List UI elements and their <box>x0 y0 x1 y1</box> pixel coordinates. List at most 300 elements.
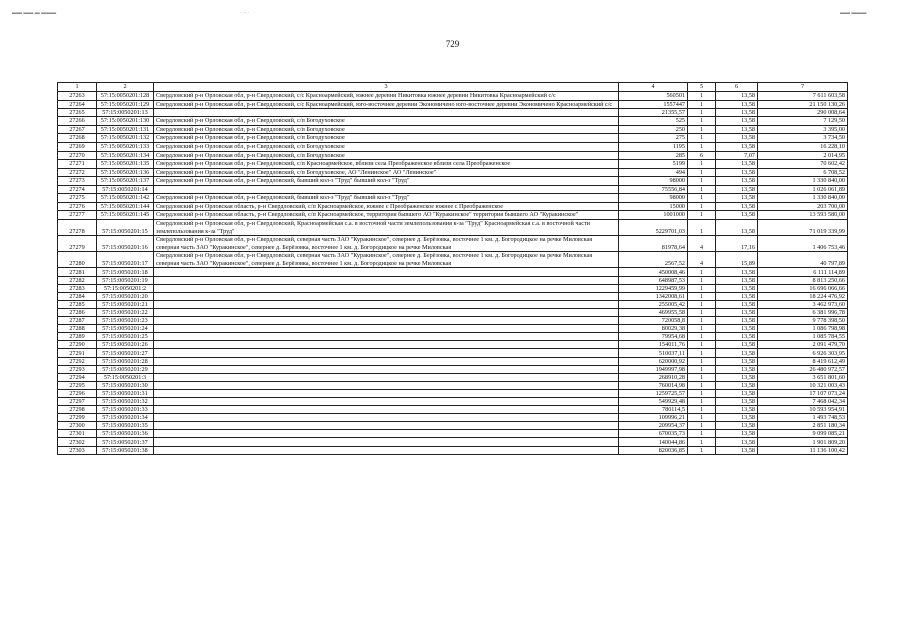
table-row <box>58 143 848 152</box>
area-cell: 1342008,61 <box>619 292 688 300</box>
table-row <box>58 134 848 143</box>
rate-cell: 13,58 <box>716 422 758 430</box>
address-cell: Свердловский р-н Орловская область, р-н Свердловский, с/п Красноармейское, территория бывшего АО "Куракинское" территория бывшего АО "Куракинское" <box>154 211 619 220</box>
rate-cell: 13,58 <box>716 365 758 373</box>
row-number-cell: 27299 <box>58 414 97 422</box>
row-number-cell: 27270 <box>58 151 97 160</box>
row-number-cell: 27267 <box>58 125 97 134</box>
rate-cell: 13,58 <box>716 414 758 422</box>
cadastral-number-cell: 57:15:0050201:145 <box>97 211 154 220</box>
group-cell: 1 <box>688 333 716 341</box>
cadastral-number-cell: 57:15:0050201:16 <box>97 236 154 252</box>
cadastral-number-cell: 57:15:0050201:13 <box>97 109 154 117</box>
table-row <box>58 268 848 276</box>
rate-cell: 13,58 <box>716 211 758 220</box>
scan-artifact: ▬▬ ▬▬ ▬ ▬▬▬ <box>12 10 57 16</box>
address-cell <box>154 325 619 333</box>
row-number-cell: 27301 <box>58 430 97 438</box>
table-row <box>58 365 848 373</box>
group-cell: 1 <box>688 308 716 316</box>
table-row <box>58 194 848 203</box>
area-cell: 560501 <box>619 92 688 101</box>
rate-cell: 13,58 <box>716 268 758 276</box>
row-number-cell: 27303 <box>58 446 97 454</box>
address-cell <box>154 349 619 357</box>
row-number-cell: 27292 <box>58 357 97 365</box>
table-row <box>58 186 848 194</box>
column-header: 3 <box>154 83 619 92</box>
area-cell: 450008,46 <box>619 268 688 276</box>
table-row <box>58 211 848 220</box>
rate-cell: 13,58 <box>716 349 758 357</box>
cadastral-value-cell: 26 480 972,57 <box>758 365 848 373</box>
cadastral-value-cell: 40 797,89 <box>758 252 848 268</box>
header-row <box>58 83 848 92</box>
group-cell: 4 <box>688 252 716 268</box>
cadastral-number-cell: 57:15:0050201:133 <box>97 143 154 152</box>
row-number-cell: 27289 <box>58 333 97 341</box>
cadastral-value-cell: 1 330 840,00 <box>758 194 848 203</box>
address-cell: Свердловский р-н Орловская обл, р-н Свердловский, с/п Богодуховское, АО "Ленинское" АО "Ленинское" <box>154 168 619 177</box>
address-cell: Свердловский р-н Орловская обл, р-н Свердловский, с/п Богодуховское <box>154 134 619 143</box>
table-row <box>58 333 848 341</box>
cadastral-number-cell: 57:15:0050201:20 <box>97 292 154 300</box>
row-number-cell: 27266 <box>58 117 97 126</box>
row-number-cell: 27268 <box>58 134 97 143</box>
table-row <box>58 430 848 438</box>
table-row <box>58 284 848 292</box>
address-cell <box>154 438 619 446</box>
rate-cell: 13,58 <box>716 194 758 203</box>
row-number-cell: 27297 <box>58 397 97 405</box>
address-cell <box>154 333 619 341</box>
cadastral-number-cell: 57:15:0050201:22 <box>97 308 154 316</box>
cadastral-number-cell: 57:15:0050201:35 <box>97 422 154 430</box>
group-cell: 1 <box>688 349 716 357</box>
table-row <box>58 422 848 430</box>
area-cell: 720058,8 <box>619 317 688 325</box>
cadastral-number-cell: 57:15:0050201:23 <box>97 317 154 325</box>
address-cell: Свердловский р-н Орловская обл, р-н Свердловский, бывший кол-з "Труд" бывший кол-з "Труд" <box>154 194 619 203</box>
address-cell <box>154 446 619 454</box>
area-cell: 620000,92 <box>619 357 688 365</box>
cadastral-number-cell: 57:15:0050201:15 <box>97 219 154 235</box>
group-cell: 4 <box>688 236 716 252</box>
row-number-cell: 27286 <box>58 308 97 316</box>
rate-cell: 13,58 <box>716 397 758 405</box>
area-cell: 285 <box>619 151 688 160</box>
cadastral-value-cell: 1 406 753,46 <box>758 236 848 252</box>
address-cell: Свердловский р-н Орловская обл, р-н Свердловский, северная часть ЗАО "Куракинское", севернее д. Берёзовка, восточнее 1 км. д. Богородицкое на речке Миловская северная часть ЗАО "Куракинское", севернее д. Берёзовка, восточнее 1 км. д. Богородицкое на речке Миловская <box>154 252 619 268</box>
address-cell <box>154 276 619 284</box>
cadastral-value-cell: 13 593 580,00 <box>758 211 848 220</box>
group-cell: 1 <box>688 177 716 186</box>
area-cell: 75556,84 <box>619 186 688 194</box>
rate-cell: 13,58 <box>716 160 758 169</box>
area-cell: 109996,21 <box>619 414 688 422</box>
rate-cell: 13,58 <box>716 317 758 325</box>
area-cell: 250 <box>619 125 688 134</box>
row-number-cell: 27263 <box>58 92 97 101</box>
address-cell: Свердловский р-н Орловская обл, р-н Свердловский, с/п Богодуховское <box>154 125 619 134</box>
table-row <box>58 349 848 357</box>
address-cell: Свердловский р-н Орловская обл, р-н Свердловский, с/п Красноармейское, вблизи села Преображенское вблизи села Преображенское <box>154 160 619 169</box>
column-header: 5 <box>688 83 716 92</box>
land-plots-table <box>57 82 848 455</box>
group-cell: 1 <box>688 219 716 235</box>
address-cell <box>154 109 619 117</box>
rate-cell: 13,58 <box>716 430 758 438</box>
area-cell: 648987,53 <box>619 276 688 284</box>
cadastral-number-cell: 57:15:0050201:38 <box>97 446 154 454</box>
cadastral-number-cell: 57:15:0050201:28 <box>97 357 154 365</box>
address-cell: Свердловский р-н Орловская обл, р-н Свердловский, бывший кол-з "Труд" бывший кол-з "Труд" <box>154 177 619 186</box>
rate-cell: 13,58 <box>716 446 758 454</box>
table-row <box>58 389 848 397</box>
cadastral-value-cell: 1 901 809,20 <box>758 438 848 446</box>
cadastral-number-cell: 57:15:0050201:137 <box>97 177 154 186</box>
group-cell: 1 <box>688 109 716 117</box>
table-row <box>58 308 848 316</box>
row-number-cell: 27298 <box>58 406 97 414</box>
cadastral-number-cell: 57:15:0050201:132 <box>97 134 154 143</box>
table-row <box>58 125 848 134</box>
group-cell: 1 <box>688 325 716 333</box>
cadastral-value-cell: 1 086 798,98 <box>758 325 848 333</box>
cadastral-value-cell: 3 462 973,60 <box>758 300 848 308</box>
cadastral-value-cell: 7 611 603,58 <box>758 92 848 101</box>
area-cell: 15000 <box>619 202 688 211</box>
rate-cell: 13,58 <box>716 341 758 349</box>
rate-cell: 13,58 <box>716 219 758 235</box>
area-cell: 494 <box>619 168 688 177</box>
address-cell: Свердловский р-н Орловская обл, р-н Свердловский, с/с Красноармейский, юго-восточнее деревни Экономичено юго-восточнее деревни Экономичено Красноармейский с/с <box>154 100 619 109</box>
cadastral-value-cell: 7 129,50 <box>758 117 848 126</box>
table-row <box>58 406 848 414</box>
cadastral-number-cell: 57:15:0050201:131 <box>97 125 154 134</box>
scan-artifact: ▬▬ ▬▬▬ <box>840 10 867 16</box>
cadastral-number-cell: 57:15:0050201:2 <box>97 284 154 292</box>
rate-cell: 13,58 <box>716 134 758 143</box>
cadastral-value-cell: 203 700,00 <box>758 202 848 211</box>
cadastral-value-cell: 6 381 996,78 <box>758 308 848 316</box>
area-cell: 1229459,99 <box>619 284 688 292</box>
address-cell <box>154 341 619 349</box>
area-cell: 525 <box>619 117 688 126</box>
cadastral-number-cell: 57:15:0050201:29 <box>97 365 154 373</box>
row-number-cell: 27278 <box>58 219 97 235</box>
address-cell: Свердловский р-н Орловская обл, р-н Свердловский, с/с Красноармейский, южнее деревни Никитовка южнее деревни Никитовка Красноармейский с/с <box>154 92 619 101</box>
cadastral-number-cell: 57:15:0050201:26 <box>97 341 154 349</box>
address-cell: Свердловский р-н Орловская область, р-н Свердловский, с/п Красноармейское, южнее с Преображенское южнее с Преображенское <box>154 202 619 211</box>
group-cell: 1 <box>688 125 716 134</box>
cadastral-value-cell: 1 085 784,55 <box>758 333 848 341</box>
rate-cell: 13,58 <box>716 92 758 101</box>
table-row <box>58 414 848 422</box>
area-cell: 1001000 <box>619 211 688 220</box>
row-number-cell: 27273 <box>58 177 97 186</box>
table-row <box>58 317 848 325</box>
table-row <box>58 292 848 300</box>
row-number-cell: 27271 <box>58 160 97 169</box>
area-cell: 5199 <box>619 160 688 169</box>
table-body <box>58 92 848 455</box>
table-row <box>58 446 848 454</box>
area-cell: 820036,85 <box>619 446 688 454</box>
cadastral-number-cell: 57:15:0050201:25 <box>97 333 154 341</box>
table-row <box>58 397 848 405</box>
address-cell <box>154 397 619 405</box>
area-cell: 79954,68 <box>619 333 688 341</box>
row-number-cell: 27276 <box>58 202 97 211</box>
cadastral-value-cell: 9 778 398,50 <box>758 317 848 325</box>
cadastral-number-cell: 57:15:0050201:37 <box>97 438 154 446</box>
row-number-cell: 27287 <box>58 317 97 325</box>
area-cell: 268910,28 <box>619 373 688 381</box>
address-cell: Свердловский р-н Орловская обл, р-н Свердловский, северная часть ЗАО "Куракинское", севернее д. Берёзовка, восточнее 1 км. д. Богородицкое на речке Миловская северная часть ЗАО "Куракинское", севернее д. Берёзовка, восточнее 1 км. д. Богородицкое на речке Миловская <box>154 236 619 252</box>
cadastral-value-cell: 17 107 073,24 <box>758 389 848 397</box>
cadastral-number-cell: 57:15:0050201:136 <box>97 168 154 177</box>
rate-cell: 13,58 <box>716 438 758 446</box>
cadastral-value-cell: 16 228,10 <box>758 143 848 152</box>
table-row <box>58 117 848 126</box>
cadastral-value-cell: 6 111 114,89 <box>758 268 848 276</box>
rate-cell: 13,58 <box>716 406 758 414</box>
scan-artifact: · ·· · <box>240 10 250 16</box>
address-cell <box>154 406 619 414</box>
address-cell <box>154 373 619 381</box>
table-row <box>58 160 848 169</box>
cadastral-value-cell: 1 026 061,89 <box>758 186 848 194</box>
cadastral-number-cell: 57:15:0050201:130 <box>97 117 154 126</box>
group-cell: 1 <box>688 422 716 430</box>
cadastral-number-cell: 57:15:0050201:17 <box>97 252 154 268</box>
address-cell <box>154 268 619 276</box>
table-row <box>58 373 848 381</box>
cadastral-number-cell: 57:15:0050201:3 <box>97 373 154 381</box>
cadastral-value-cell: 8 813 250,66 <box>758 276 848 284</box>
column-header: 6 <box>716 83 758 92</box>
row-number-cell: 27294 <box>58 373 97 381</box>
cadastral-value-cell: 7 468 042,34 <box>758 397 848 405</box>
page-number: 729 <box>445 39 460 49</box>
cadastral-value-cell: 71 019 339,99 <box>758 219 848 235</box>
group-cell: 1 <box>688 202 716 211</box>
cadastral-value-cell: 2 091 479,70 <box>758 341 848 349</box>
table-row <box>58 357 848 365</box>
cadastral-value-cell: 8 419 612,49 <box>758 357 848 365</box>
cadastral-value-cell: 1 330 840,00 <box>758 177 848 186</box>
group-cell: 1 <box>688 373 716 381</box>
column-header: 1 <box>58 83 97 92</box>
cadastral-value-cell: 10 593 954,91 <box>758 406 848 414</box>
row-number-cell: 27302 <box>58 438 97 446</box>
rate-cell: 13,58 <box>716 308 758 316</box>
cadastral-value-cell: 6 926 303,95 <box>758 349 848 357</box>
rate-cell: 13,58 <box>716 117 758 126</box>
cadastral-value-cell: 6 708,52 <box>758 168 848 177</box>
cadastral-number-cell: 57:15:0050201:24 <box>97 325 154 333</box>
table-row <box>58 168 848 177</box>
group-cell: 1 <box>688 194 716 203</box>
address-cell <box>154 292 619 300</box>
rate-cell: 13,58 <box>716 381 758 389</box>
area-cell: 1195 <box>619 143 688 152</box>
address-cell <box>154 308 619 316</box>
address-cell <box>154 430 619 438</box>
cadastral-value-cell: 16 696 066,66 <box>758 284 848 292</box>
address-cell: Свердловский р-н Орловская обл, р-н Свердловский, с/п Богодуховское <box>154 117 619 126</box>
group-cell: 1 <box>688 341 716 349</box>
cadastral-number-cell: 57:15:0050201:36 <box>97 430 154 438</box>
cadastral-value-cell: 3 734,50 <box>758 134 848 143</box>
cadastral-value-cell: 2 014,95 <box>758 151 848 160</box>
rate-cell: 13,58 <box>716 202 758 211</box>
column-header: 7 <box>758 83 848 92</box>
row-number-cell: 27265 <box>58 109 97 117</box>
cadastral-number-cell: 57:15:0050201:142 <box>97 194 154 203</box>
group-cell: 1 <box>688 276 716 284</box>
table-row <box>58 151 848 160</box>
cadastral-number-cell: 57:15:0050201:129 <box>97 100 154 109</box>
cadastral-value-cell: 290 008,64 <box>758 109 848 117</box>
row-number-cell: 27295 <box>58 381 97 389</box>
row-number-cell: 27280 <box>58 252 97 268</box>
group-cell: 1 <box>688 365 716 373</box>
row-number-cell: 27284 <box>58 292 97 300</box>
group-cell: 1 <box>688 160 716 169</box>
rate-cell: 13,58 <box>716 389 758 397</box>
group-cell: 1 <box>688 134 716 143</box>
area-cell: 209954,37 <box>619 422 688 430</box>
cadastral-value-cell: 18 224 476,92 <box>758 292 848 300</box>
row-number-cell: 27283 <box>58 284 97 292</box>
cadastral-number-cell: 57:15:0050201:128 <box>97 92 154 101</box>
cadastral-number-cell: 57:15:0050201:135 <box>97 160 154 169</box>
address-cell <box>154 357 619 365</box>
rate-cell: 13,58 <box>716 325 758 333</box>
area-cell: 1949997,98 <box>619 365 688 373</box>
address-cell: Свердловский р-н Орловская обл, р-н Свердловский, с/п Богодуховское <box>154 151 619 160</box>
group-cell: 1 <box>688 211 716 220</box>
area-cell: 510037,11 <box>619 349 688 357</box>
table-row <box>58 100 848 109</box>
cadastral-value-cell: 10 321 003,43 <box>758 381 848 389</box>
row-number-cell: 27296 <box>58 389 97 397</box>
table-row <box>58 236 848 252</box>
table-row <box>58 219 848 235</box>
cadastral-value-cell: 21 150 130,26 <box>758 100 848 109</box>
group-cell: 1 <box>688 268 716 276</box>
table-row <box>58 109 848 117</box>
table-row <box>58 381 848 389</box>
row-number-cell: 27281 <box>58 268 97 276</box>
row-number-cell: 27272 <box>58 168 97 177</box>
cadastral-number-cell: 57:15:0050201:27 <box>97 349 154 357</box>
rate-cell: 13,58 <box>716 143 758 152</box>
group-cell: 1 <box>688 284 716 292</box>
area-cell: 81978,64 <box>619 236 688 252</box>
table-row <box>58 177 848 186</box>
group-cell: 1 <box>688 357 716 365</box>
address-cell: Свердловский р-н Орловская обл, р-н Свердловский, с/п Богодуховское <box>154 143 619 152</box>
cadastral-number-cell: 57:15:0050201:19 <box>97 276 154 284</box>
area-cell: 760014,98 <box>619 381 688 389</box>
cadastral-number-cell: 57:15:0050201:18 <box>97 268 154 276</box>
rate-cell: 13,58 <box>716 292 758 300</box>
area-cell: 154011,76 <box>619 341 688 349</box>
table-row <box>58 276 848 284</box>
area-cell: 1259725,57 <box>619 389 688 397</box>
row-number-cell: 27269 <box>58 143 97 152</box>
rate-cell: 13,58 <box>716 177 758 186</box>
rate-cell: 13,58 <box>716 373 758 381</box>
cadastral-value-cell: 2 851 180,34 <box>758 422 848 430</box>
group-cell: 1 <box>688 406 716 414</box>
table-row <box>58 341 848 349</box>
area-cell: 21355,57 <box>619 109 688 117</box>
group-cell: 1 <box>688 438 716 446</box>
rate-cell: 7,07 <box>716 151 758 160</box>
area-cell: 98000 <box>619 177 688 186</box>
cadastral-number-cell: 57:15:0050201:134 <box>97 151 154 160</box>
area-cell: 670035,73 <box>619 430 688 438</box>
area-cell: 1557447 <box>619 100 688 109</box>
rate-cell: 13,58 <box>716 357 758 365</box>
group-cell: 1 <box>688 143 716 152</box>
area-cell: 255005,42 <box>619 300 688 308</box>
rate-cell: 17,16 <box>716 236 758 252</box>
cadastral-number-cell: 57:15:0050201:21 <box>97 300 154 308</box>
cadastral-value-cell: 3 395,00 <box>758 125 848 134</box>
cadastral-value-cell: 70 602,42 <box>758 160 848 169</box>
row-number-cell: 27291 <box>58 349 97 357</box>
table-row <box>58 202 848 211</box>
table-row <box>58 252 848 268</box>
area-cell: 549929,48 <box>619 397 688 405</box>
row-number-cell: 27279 <box>58 236 97 252</box>
area-cell: 80029,38 <box>619 325 688 333</box>
cadastral-value-cell: 9 099 085,21 <box>758 430 848 438</box>
address-cell <box>154 186 619 194</box>
cadastral-number-cell: 57:15:0050201:30 <box>97 381 154 389</box>
row-number-cell: 27277 <box>58 211 97 220</box>
area-cell: 140044,86 <box>619 438 688 446</box>
rate-cell: 13,58 <box>716 276 758 284</box>
cadastral-number-cell: 57:15:0050201:31 <box>97 389 154 397</box>
table-row <box>58 300 848 308</box>
group-cell: 6 <box>688 151 716 160</box>
group-cell: 1 <box>688 381 716 389</box>
cadastral-number-cell: 57:15:0050201:14 <box>97 186 154 194</box>
group-cell: 1 <box>688 300 716 308</box>
address-cell <box>154 422 619 430</box>
cadastral-number-cell: 57:15:0050201:32 <box>97 397 154 405</box>
column-header: 2 <box>97 83 154 92</box>
rate-cell: 13,58 <box>716 100 758 109</box>
cadastral-value-cell: 3 651 801,60 <box>758 373 848 381</box>
rate-cell: 13,58 <box>716 300 758 308</box>
cadastral-value-cell: 1 493 748,53 <box>758 414 848 422</box>
group-cell: 1 <box>688 186 716 194</box>
address-cell <box>154 381 619 389</box>
row-number-cell: 27285 <box>58 300 97 308</box>
address-cell <box>154 300 619 308</box>
area-cell: 469955,58 <box>619 308 688 316</box>
row-number-cell: 27264 <box>58 100 97 109</box>
group-cell: 1 <box>688 414 716 422</box>
address-cell <box>154 317 619 325</box>
